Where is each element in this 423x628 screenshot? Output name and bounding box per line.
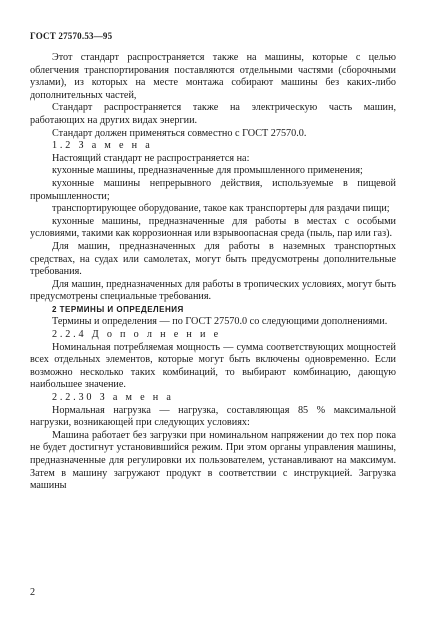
document-header: ГОСТ 27570.53—95	[30, 31, 113, 41]
document-body	[30, 52, 396, 493]
subsection-label: 1.2 З а м е н а	[52, 140, 153, 152]
paragraph: Для машин, предназначенных для работы в тропических условиях, могут быть предусмотрены специальные требования.	[30, 278, 396, 303]
paragraph: Настоящий стандарт не распространяется на:	[52, 152, 250, 164]
page-number: 2	[30, 587, 36, 598]
paragraph: Стандарт распространяется также на электрическую часть машин, работающих на других видах энергии.	[30, 102, 396, 126]
paragraph: кухонные машины, предназначенные для работы в местах с особыми условиями, такими как коррозионная или взрывоопасная среда (пыль, пар или газ).	[30, 215, 396, 240]
paragraph: Номинальная потребляемая мощность — сумма соответствующих мощностей всех отдельных элементов, которые могут быть включены одновременно. Если возможно несколько таких комбинаций, то выбирают комбинацию, дающую наибольшее значение.	[30, 341, 396, 391]
paragraph: Этот стандарт распространяется также на машины, которые с целью облегчения транспортирования поставляются отдельными частями (сборочными узлами), из которых на месте монтажа собирают машины без каких-либо дополнительных частей,	[30, 52, 396, 101]
paragraph: кухонные машины непрерывного действия, используемые в пищевой промышленности;	[30, 177, 396, 202]
paragraph: Стандарт должен применяться совместно с ГОСТ 27570.0.	[52, 127, 307, 139]
paragraph: Нормальная нагрузка — нагрузка, составляющая 85 % максимальной нагрузки, возникающей при следующих условиях:	[30, 404, 396, 429]
paragraph: транспортирующее оборудование, такое как транспортеры для раздачи пищи;	[52, 203, 390, 215]
paragraph: Для машин, предназначенных для работы в наземных транспортных средствах, на судах или самолетах, могут быть предусмотрены дополнительные требования.	[30, 240, 396, 278]
paragraph: Термины и определения — по ГОСТ 27570.0 со следующими дополнениями.	[52, 316, 388, 328]
subsection-label: 2.2.30 З а м е н а	[52, 392, 174, 404]
subsection-label: 2.2.4 Д о п о л н е н и е	[52, 329, 221, 341]
paragraph: кухонные машины, предназначенные для промышленного применения;	[52, 165, 363, 177]
paragraph: Машина работает без загрузки при номинальном напряжении до тех пор пока не будет достигнут установившийся режим. При этом органы управления машины, предназначенные для регулировки их пользователем, устанавливают на максимум. Затем в машину загружают продукт в соответствии с инструкцией. Загрузка машины	[30, 429, 396, 492]
section-heading: 2 ТЕРМИНЫ И ОПРЕДЕЛЕНИЯ	[52, 304, 184, 314]
